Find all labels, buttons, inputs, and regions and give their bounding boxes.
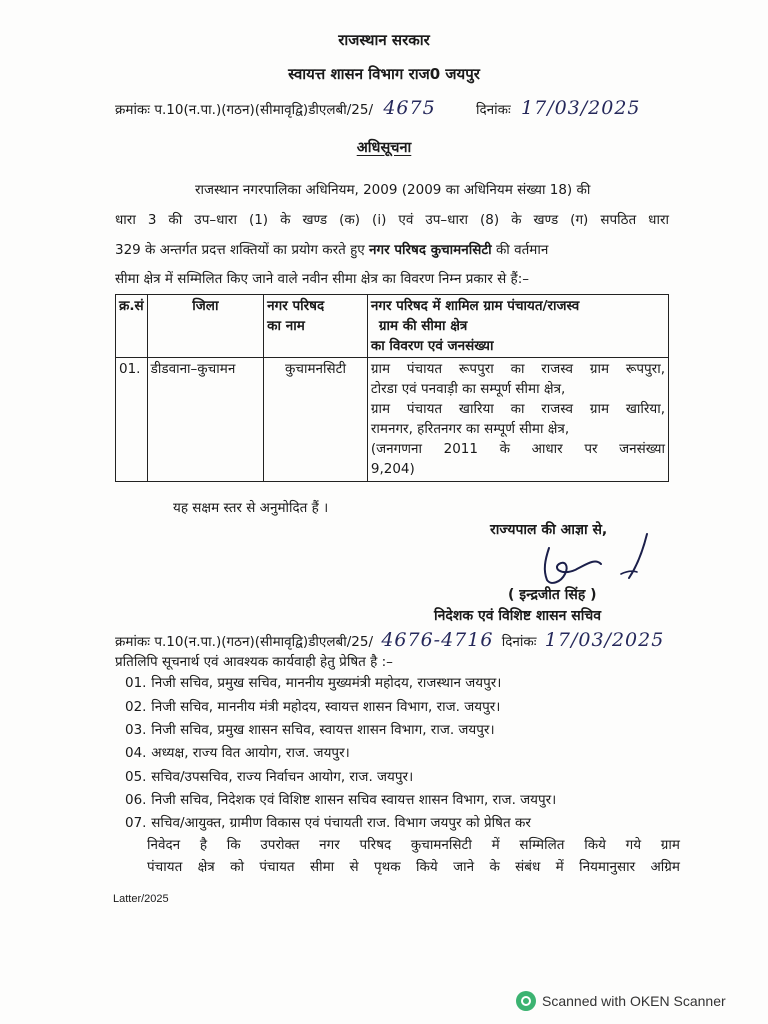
header-details (367, 295, 668, 358)
list-item-text: निजी सचिव, प्रमुख सचिव, माननीय मुख्यमंत्री महोदय, राजस्थान जयपुर। (151, 675, 502, 691)
list-item (125, 766, 680, 788)
body-line-3-part-1: 329 के अन्तर्गत प्रदत्त शक्तियों का प्रयोग करते हुए (115, 242, 365, 258)
list-item-text: निजी सचिव, माननीय मंत्री महोदय, स्वायत्त शासन विभाग, राज. जयपुर। (151, 699, 501, 715)
header-council (264, 295, 368, 358)
list-item-text: सचिव/उपसचिव, राज्य निर्वाचन आयोग, राज. जयपुर। (151, 769, 414, 785)
council-name-bold: नगर परिषद कुचामनसिटी (369, 242, 492, 258)
government-name: राजस्थान सरकार (338, 31, 430, 49)
list-item-text: निजी सचिव, प्रमुख शासन सचिव, स्वायत्त शासन विभाग, राज. जयपुर। (151, 722, 495, 738)
list-item-number: 02. (125, 699, 147, 715)
list-item-number: 03. (125, 722, 147, 738)
copy-reference-number-handwritten: 4676-4716 (381, 629, 494, 651)
signature-icon (525, 530, 665, 592)
details-line: ग्राम पंचायत खारिया का राजस्व ग्राम खारिया, (370, 401, 665, 417)
signatory-name: ( इन्द्रजीत सिंह ) (508, 587, 597, 603)
scanner-watermark-text: Scanned with OKEN Scanner (542, 993, 726, 1009)
list-item-number: 01. (125, 675, 147, 691)
details-line: रामनगर, हरितनगर का सम्पूर्ण सीमा क्षेत्र, (370, 421, 570, 437)
cell-district: डीडवाना–कुचामन (147, 358, 264, 482)
details-line: 9,204) (370, 461, 415, 477)
list-item-number: 04. (125, 745, 147, 761)
list-item-7-continued-line-1: निवेदन है कि उपरोक्त नगर परिषद कुचामनसिटी में सम्मिलित किये गये ग्राम (147, 837, 680, 853)
list-item (125, 742, 680, 764)
governor-order: राज्यपाल की आज्ञा से, (490, 522, 608, 538)
copy-date-handwritten: 17/03/2025 (544, 629, 665, 651)
reference-number-handwritten: 4675 (383, 97, 436, 119)
list-item-text: अध्यक्ष, राज्य वित आयोग, राज. जयपुर। (151, 745, 350, 761)
header-details-line-2: ग्राम की सीमा क्षेत्र (378, 318, 468, 334)
list-item (125, 696, 680, 718)
table-row (116, 358, 669, 482)
copy-date-label: दिनांकः (501, 634, 537, 650)
body-line-2: धारा 3 की उप–धारा (1) के खण्ड (क) (i) एवं उप–धारा (8) के खण्ड (ग) सपठित धारा (115, 212, 669, 228)
details-line: टोरडा एवं पनवाड़ी का सम्पूर्ण सीमा क्षेत्र, (370, 381, 566, 397)
copy-reference-prefix: क्रमांकः प.10(न.पा.)(गठन)(सीमावृद्वि)डीएलबी/25/ (115, 634, 374, 650)
footer-file-note: Latter/2025 (113, 893, 169, 905)
date-handwritten: 17/03/2025 (521, 97, 641, 119)
copy-intro: प्रतिलिपि सूचनार्थ एवं आवश्यक कार्यवाही हेतु प्रेषित है :– (115, 654, 393, 670)
body-line-3 (115, 235, 669, 265)
body-line-1: राजस्थान नगरपालिका अधिनियम, 2009 (2009 का अधिनियम संख्या 18) की (195, 182, 591, 198)
list-item-number: 05. (125, 769, 147, 785)
header-district: जिला (147, 295, 264, 358)
list-item-text: निजी सचिव, निदेशक एवं विशिष्ट शासन सचिव स्वायत्त शासन विभाग, राज. जयपुर। (151, 792, 557, 808)
cell-details (367, 358, 668, 482)
list-item (125, 672, 680, 694)
header-serial: क्र.सं (116, 295, 148, 358)
list-item-7-continued-line-2: पंचायत क्षेत्र को पंचायत सीमा से पृथक किये जाने के संबंध में नियमानुसार अग्रिम (147, 859, 680, 875)
boundary-details-table (115, 294, 669, 482)
header-details-line-3: का विवरण एवं जनसंख्या (370, 338, 494, 354)
scanner-logo-icon (516, 991, 536, 1011)
scanner-watermark (516, 988, 761, 1014)
list-item (125, 789, 680, 811)
table-header-row (116, 295, 669, 358)
reference-prefix: क्रमांकः प.10(न.पा.)(गठन)(सीमावृद्वि)डीएलबी/25/ (115, 102, 374, 118)
list-item-number: 06. (125, 792, 147, 808)
details-line: (जनगणना 2011 के आधार पर जनसंख्या (370, 441, 665, 457)
cell-serial: 01. (116, 358, 148, 482)
approval-note: यह सक्षम स्तर से अनुमोदित हैं । (173, 500, 329, 516)
list-item-number: 07. (125, 815, 147, 831)
details-line: ग्राम पंचायत रूपपुरा का राजस्व ग्राम रूपपुरा, (370, 361, 665, 377)
notice-title: अधिसूचना (356, 140, 412, 156)
header-council-line-2: का नाम (267, 318, 305, 334)
reference-line (115, 97, 715, 123)
list-item (125, 812, 680, 834)
list-item-text: सचिव/आयुक्त, ग्रामीण विकास एवं पंचायती राज. विभाग जयपुर को प्रेषित कर (151, 815, 531, 831)
header-council-line-1: नगर परिषद (267, 298, 325, 314)
date-label: दिनांकः (475, 102, 511, 118)
cell-council: कुचामनसिटी (264, 358, 368, 482)
body-line-4: सीमा क्षेत्र में सम्मिलित किए जाने वाले नवीन सीमा क्षेत्र का विवरण निम्न प्रकार से हैं:– (115, 271, 529, 287)
body-line-3-part-2: की वर्तमान (495, 242, 549, 258)
signatory-designation: निदेशक एवं विशिष्ट शासन सचिव (434, 608, 601, 624)
department-name: स्वायत्त शासन विभाग राज0 जयपुर (288, 65, 480, 83)
header-details-line-1: नगर परिषद में शामिल ग्राम पंचायत/राजस्व (370, 298, 580, 314)
list-item (125, 719, 680, 741)
